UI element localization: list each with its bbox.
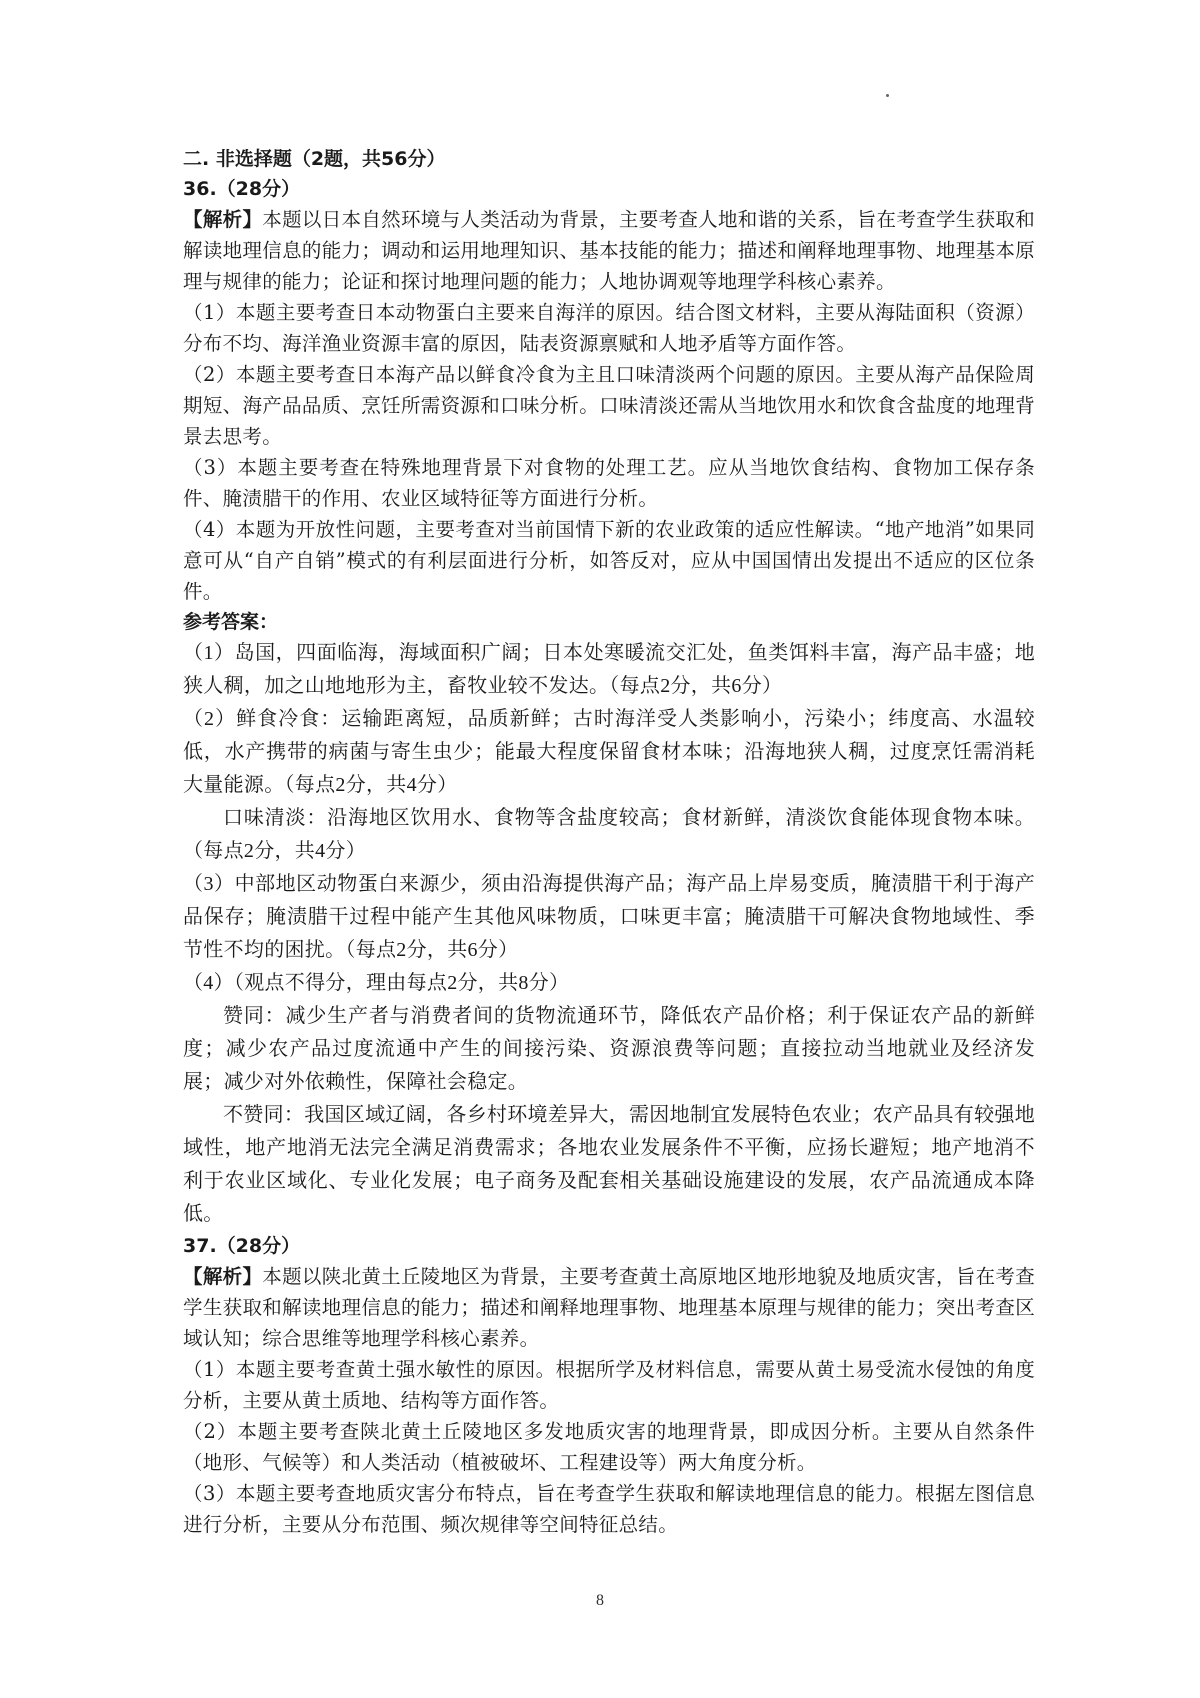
q36-answer-1: （1）岛国，四面临海，海域面积广阔；日本处寒暖流交汇处，鱼类饵料丰富，海产品丰盛；地狭人稠，加之山地地形为主，畜牧业较不发达。（每点2分，共6分） xyxy=(183,642,1035,697)
q36-analysis-item-4: （4）本题为开放性问题，主要考查对当前国情下新的农业政策的适应性解读。“地产地消”如果同意可从“自产自销”模式的有利层面进行分析，如答反对，应从中国国情出发提出不适应的区位条件。 xyxy=(183,518,1035,603)
q36-heading: 36.（28分） xyxy=(183,178,301,200)
q37-analysis-intro xyxy=(183,1261,1035,1354)
q37-analysis-item-1: （1）本题主要考查黄土强水敏性的原因。根据所学及材料信息，需要从黄土易受流水侵蚀的角度分析，主要从黄土质地、结构等方面作答。 xyxy=(183,1358,1035,1412)
q36-analysis-item-1: （1）本题主要考查日本动物蛋白主要来自海洋的原因。结合图文材料，主要从海陆面积（资源）分布不均、海洋渔业资源丰富的原因，陆表资源禀赋和人地矛盾等方面作答。 xyxy=(183,301,1035,355)
q37-analysis-item-2: （2）本题主要考查陕北黄土丘陵地区多发地质灾害的地理背景，即成因分析。主要从自然条件（地形、气候等）和人类活动（植被破坏、工程建设等）两大角度分析。 xyxy=(183,1420,1035,1474)
q36-answer-2: （2）鲜食冷食：运输距离短，品质新鲜；古时海洋受人类影响小，污染小；纬度高、水温较低，水产携带的病菌与寄生虫少；能最大程度保留食材本味；沿海地狭人稠，过度烹饪需消耗大量能源。（每点2分，共4分） xyxy=(183,708,1035,796)
q36-answer-3: （3）中部地区动物蛋白来源少，须由沿海提供海产品；海产品上岸易变质，腌渍腊干利于海产品保存；腌渍腊干过程中能产生其他风味物质，口味更丰富；腌渍腊干可解决食物地域性、季节性不均的困扰。（每点2分，共6分） xyxy=(183,873,1035,961)
q37-heading: 37.（28分） xyxy=(183,1235,301,1257)
q37-analysis-item-3: （3）本题主要考查地质灾害分布特点，旨在考查学生获取和解读地理信息的能力。根据左图信息进行分析，主要从分布范围、频次规律等空间特征总结。 xyxy=(183,1482,1035,1536)
q36-answer-4-agree: 赞同：减少生产者与消费者间的货物流通环节，降低农产品价格；利于保证农产品的新鲜度；减少农产品过度流通中产生的间接污染、资源浪费等问题；直接拉动当地就业及经济发展；减少对外依赖性，保障社会稳定。 xyxy=(183,1005,1035,1093)
q37-analysis-text: 本题以陕北黄土丘陵地区为背景，主要考查黄土高原地区地形地貌及地质灾害，旨在考查学生获取和解读地理信息的能力；描述和阐释地理事物、地理基本原理与规律的能力；突出考查区域认知；综合思维等地理学科核心素养。 xyxy=(183,1265,1036,1350)
q36-analysis-tag: 【解析】 xyxy=(183,208,263,231)
q36-analysis-item-2: （2）本题主要考查日本海产品以鲜食冷食为主且口味清淡两个问题的原因。主要从海产品保险周期短、海产品品质、烹饪所需资源和口味分析。口味清淡还需从当地饮用水和饮食含盐度的地理背景去思考。 xyxy=(183,363,1035,448)
q37-analysis-tag: 【解析】 xyxy=(183,1265,263,1288)
q36-answer-heading: 参考答案： xyxy=(183,611,279,633)
document-page xyxy=(183,144,1035,1540)
q36-analysis-intro xyxy=(183,204,1035,297)
q36-answer-4-disagree: 不赞同：我国区域辽阔，各乡村环境差异大，需因地制宜发展特色农业；农产品具有较强地域性，地产地消无法完全满足消费需求；各地农业发展条件不平衡，应扬长避短；地产地消不利于农业区域化、专业化发展；电子商务及配套相关基础设施建设的发展，农产品流通成本降低。 xyxy=(183,1104,1035,1225)
q36-analysis-item-3: （3）本题主要考查在特殊地理背景下对食物的处理工艺。应从当地饮食结构、食物加工保存条件、腌渍腊干的作用、农业区域特征等方面进行分析。 xyxy=(183,456,1035,510)
q36-answer-2-taste: 口味清淡：沿海地区饮用水、食物等含盐度较高；食材新鲜，清淡饮食能体现食物本味。（每点2分，共4分） xyxy=(183,807,1035,862)
page-number: 8 xyxy=(596,1592,604,1609)
scan-speck xyxy=(886,94,889,97)
q36-answer-4-scoring: （4）（观点不得分，理由每点2分，共8分） xyxy=(183,972,570,994)
section-title: 二. 非选择题（2题，共56分） xyxy=(183,148,446,170)
q36-analysis-text: 本题以日本自然环境与人类活动为背景，主要考查人地和谐的关系，旨在考查学生获取和解读地理信息的能力；调动和运用地理知识、基本技能的能力；描述和阐释地理事物、地理基本原理与规律的能力；论证和探讨地理问题的能力；人地协调观等地理学科核心素养。 xyxy=(183,208,1036,293)
